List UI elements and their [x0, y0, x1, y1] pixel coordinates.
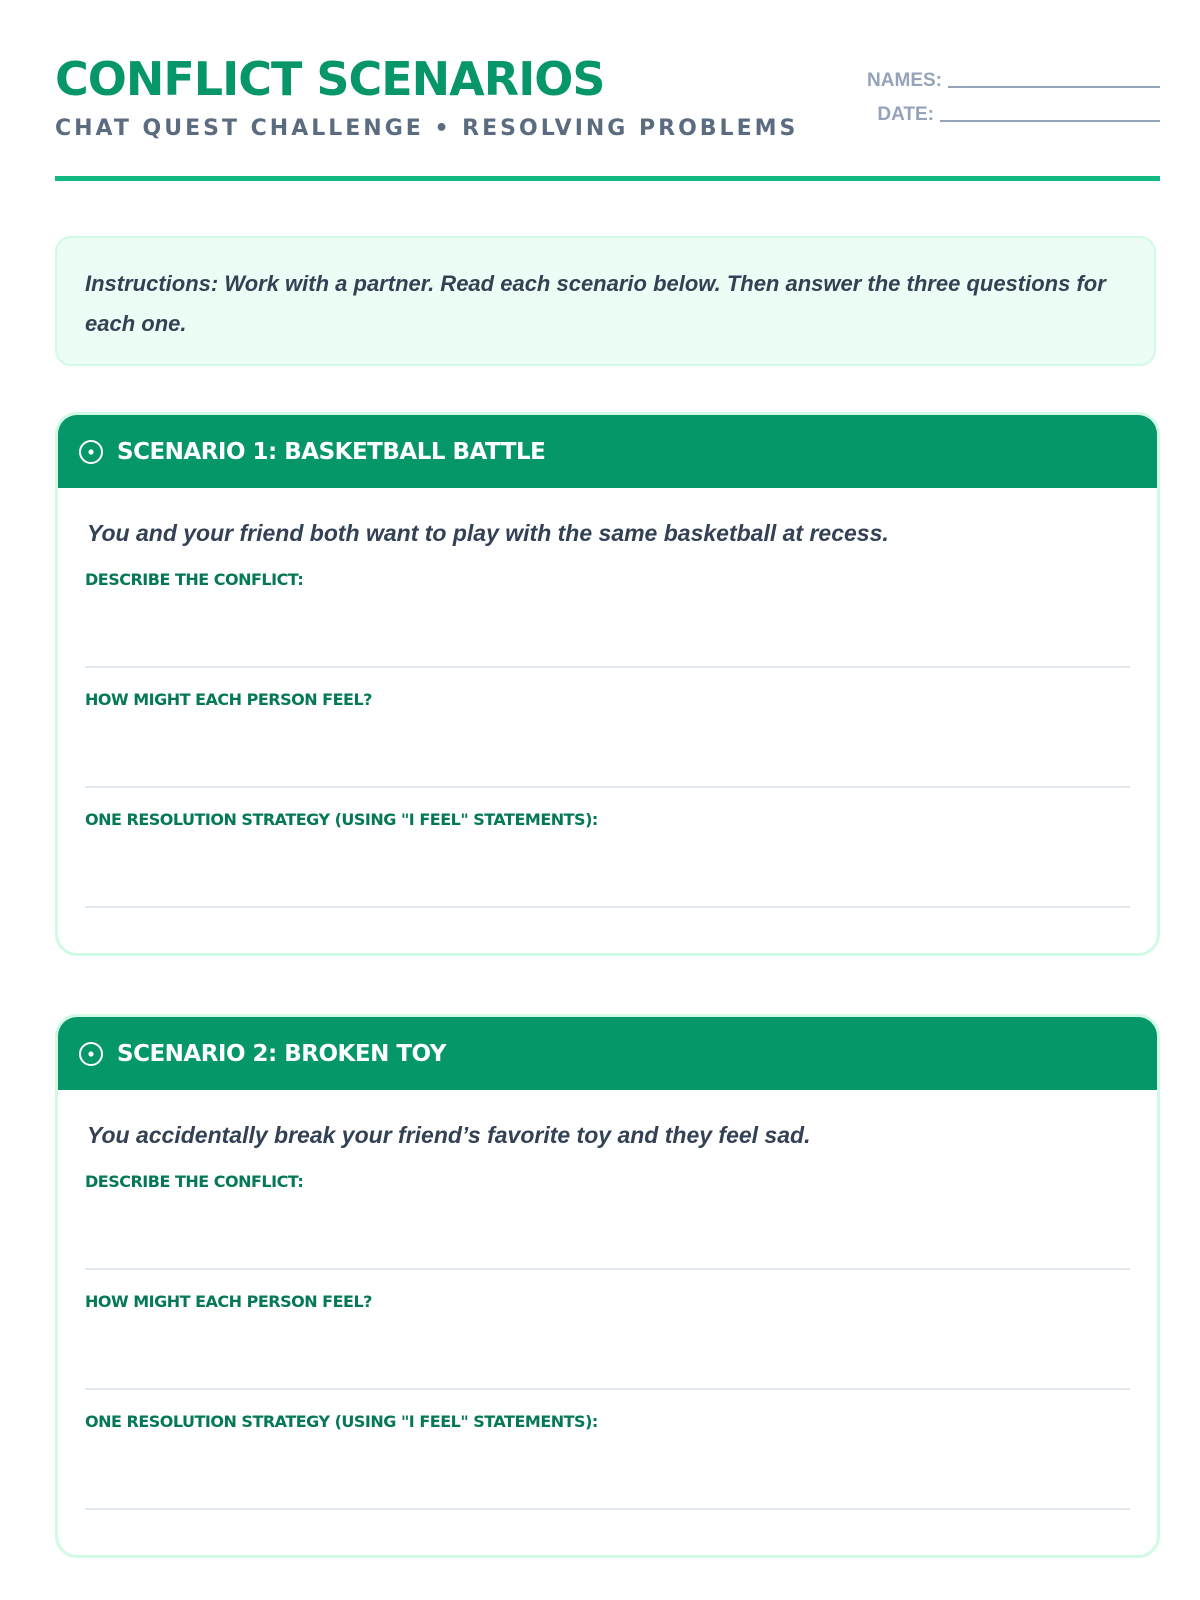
date-blank[interactable] — [940, 119, 1160, 122]
answer-line[interactable] — [85, 1508, 1130, 1510]
question-label: DESCRIBE THE CONFLICT: — [85, 569, 304, 589]
question-describe-conflict — [85, 570, 1130, 668]
answer-line[interactable] — [85, 1388, 1130, 1390]
date-label: DATE: — [877, 104, 934, 125]
target-icon — [78, 1041, 104, 1067]
question-label: HOW MIGHT EACH PERSON FEEL? — [85, 689, 372, 709]
question-label: HOW MIGHT EACH PERSON FEEL? — [85, 1291, 372, 1311]
answer-line[interactable] — [85, 906, 1130, 908]
scenario-description: You accidentally break your friend’s favorite toy and they feel sad. — [87, 1122, 811, 1148]
scenario-description: You and your friend both want to play with the same basketball at recess. — [87, 520, 889, 546]
names-blank[interactable] — [948, 85, 1160, 88]
question-describe-conflict — [85, 1172, 1130, 1270]
scenario-header — [58, 415, 1157, 488]
answer-line[interactable] — [85, 786, 1130, 788]
question-feelings — [85, 690, 1130, 788]
scenario-title: SCENARIO 1: BASKETBALL BATTLE — [117, 438, 546, 465]
question-label: ONE RESOLUTION STRATEGY (USING "I FEEL" STATEMENTS): — [85, 809, 598, 829]
names-row — [867, 70, 1160, 92]
question-resolution — [85, 810, 1130, 908]
scenario-body — [58, 520, 1157, 908]
scenario-body — [58, 1122, 1157, 1510]
answer-line[interactable] — [85, 1268, 1130, 1270]
answer-line[interactable] — [85, 666, 1130, 668]
target-icon — [78, 439, 104, 465]
scenario-header — [58, 1017, 1157, 1090]
page-title: CONFLICT SCENARIOS — [55, 52, 605, 106]
scenario-title: SCENARIO 2: BROKEN TOY — [117, 1040, 446, 1067]
scenario-card-1 — [55, 412, 1160, 956]
date-row — [877, 104, 1160, 126]
worksheet-page — [55, 0, 1160, 1600]
names-label: NAMES: — [867, 70, 942, 91]
page-subtitle: CHAT QUEST CHALLENGE • RESOLVING PROBLEMS — [55, 116, 799, 141]
question-label: DESCRIBE THE CONFLICT: — [85, 1171, 304, 1191]
question-label: ONE RESOLUTION STRATEGY (USING "I FEEL" STATEMENTS): — [85, 1411, 598, 1431]
question-resolution — [85, 1412, 1130, 1510]
header-divider — [55, 176, 1160, 181]
worksheet-header — [55, 52, 1160, 182]
question-feelings — [85, 1292, 1130, 1390]
scenario-card-2 — [55, 1014, 1160, 1558]
instructions-text: Instructions: Work with a partner. Read each scenario below. Then answer the three questions for each one. — [85, 271, 1106, 336]
instructions-box — [55, 236, 1156, 366]
